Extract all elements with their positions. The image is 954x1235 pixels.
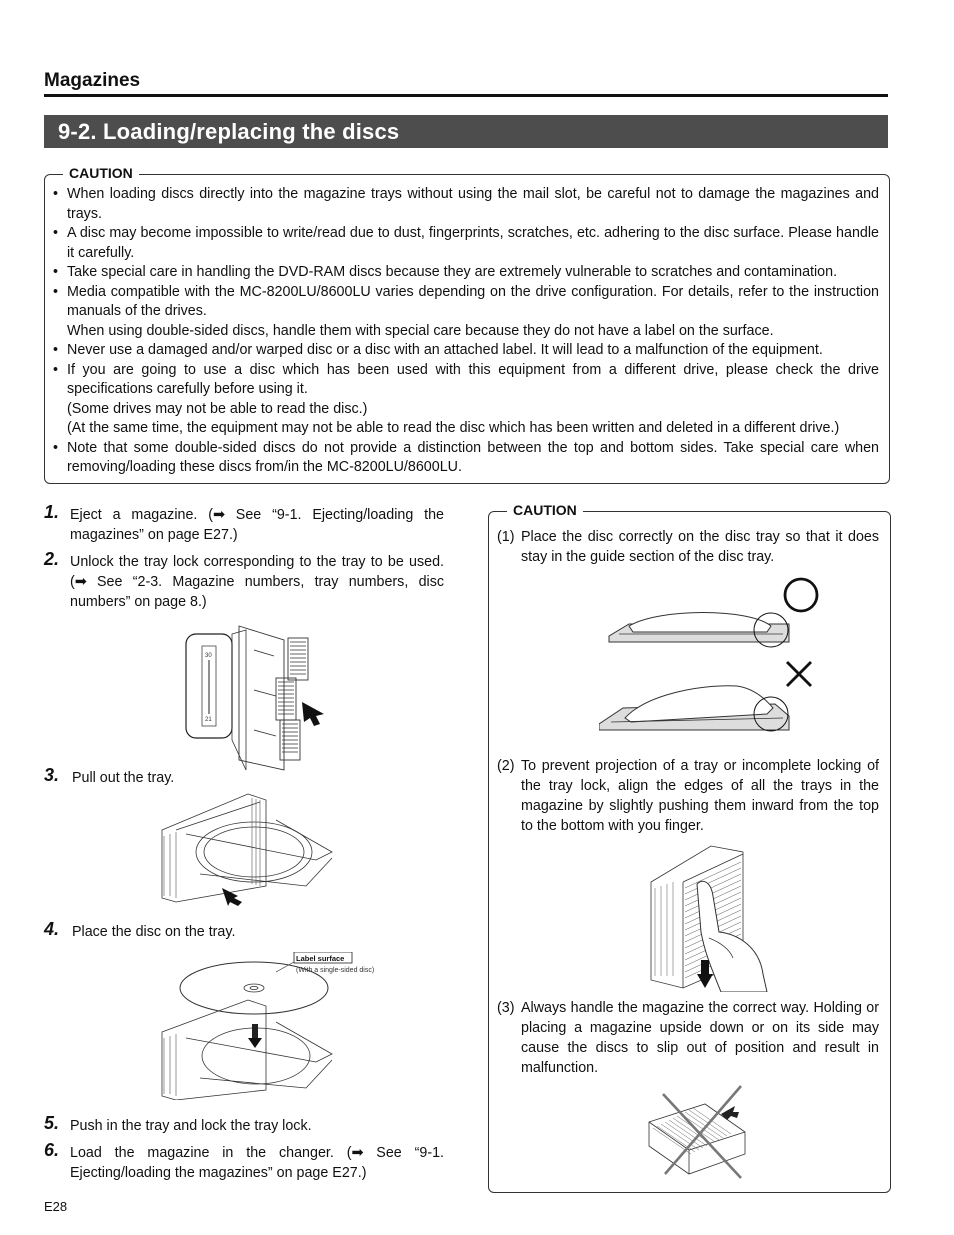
correct-mark-icon: [785, 579, 817, 611]
caution-box-right: CAUTION (1) Place the disc correctly on the disc tray so that it does stay in the guide section of the disc tray. (2) To prevent projection of a tray or incomplete locking of the tray lock, align the edges of all the trays in the magazine by slightly pushing them inward from the top to the bottom with you finger. (3) Always handle the magazine the correct way. Holding or placing a magazine upside down or on its side may cause the discs to slip out of position and result in malfunction.: [488, 511, 891, 1193]
step-text: Eject a magazine. (➡ See “9-1. Ejecting/loading the magazines” on page E27.): [70, 507, 444, 543]
step-number: 1.: [44, 502, 60, 522]
label-surface-note: (With a single-sided disc): [296, 967, 375, 974]
step-number: 2.: [44, 549, 60, 569]
caution-box-top: [44, 165, 890, 484]
step-number: 5.: [44, 1113, 60, 1133]
tray-number-top: 30: [205, 653, 212, 659]
section-rule: [44, 94, 888, 97]
align-trays-illustration: [647, 842, 777, 992]
caution-label: CAUTION: [507, 502, 583, 518]
caution-label: CAUTION: [63, 165, 139, 181]
incorrect-mark-icon: [787, 662, 811, 686]
caution-item-cont: When using double-sided discs, handle them with special care because they do not have a label on the surface.: [67, 322, 774, 339]
caution-item-cont: (Some drives may not be able to read the disc.): [67, 400, 368, 417]
section-title: Magazines: [44, 70, 141, 91]
step-text: Pull out the tray.: [72, 770, 175, 786]
caution-item: • A disc may become impossible to write/read due to dust, fingerprints, scratches, etc. adhering to the disc surface. Please handle it carefully.: [53, 225, 879, 261]
caution-item: • Media compatible with the MC-8200LU/8600LU varies depending on the drive configuration. For details, refer to the instruction manuals of the drives. When using double-sided discs, handle them with special care because they do not have a label on the surface.: [53, 283, 879, 342]
caution-item: • Take special care in handling the DVD-RAM discs because they are extremely vulnerable to scratches and contamination.: [53, 264, 838, 280]
caution-item: • Note that some double-sided discs do not provide a distinction between the top and bottom sides. Take special care when removing/loading these discs from/in the MC-8200LU/8600LU.: [53, 439, 879, 475]
step-text: Push in the tray and lock the tray lock.: [70, 1118, 312, 1134]
caution-list: [53, 185, 879, 478]
pull-out-tray-illustration: [156, 790, 336, 908]
wrong-handling-illustration: [645, 1082, 755, 1180]
step-text: Place the disc on the tray.: [72, 924, 236, 940]
step-number: 3.: [44, 765, 60, 785]
step-number: 6.: [44, 1140, 60, 1160]
disc-tray-position-illustration: [599, 574, 829, 744]
page-heading: 9-2. Loading/replacing the discs: [58, 119, 400, 144]
step-text: Load the magazine in the changer. (➡ See “9-1. Ejecting/loading the magazines” on page E27.): [70, 1145, 444, 1181]
step-number: 4.: [44, 919, 60, 939]
tray-lock-illustration: [184, 620, 334, 780]
caution-item: • When loading discs directly into the magazine trays without using the mail slot, be careful not to damage the magazines and trays.: [53, 186, 879, 222]
caution-item: • If you are going to use a disc which has been used with this equipment from a different drive, please check the drive specifications carefully before using it. (Some drives may not be able to read the disc.) (At the same time, the equipment may not be able to read the disc which has been written and deleted in a different drive.): [53, 361, 879, 439]
tray-number-bottom: 21: [205, 717, 212, 723]
place-disc-illustration: [156, 952, 396, 1100]
heading-bar: [44, 115, 888, 148]
step-text: Unlock the tray lock corresponding to the tray to be used. (➡ See “2-3. Magazine numbers, tray numbers, disc numbers” on page 8.): [70, 554, 444, 610]
caution-item: • Never use a damaged and/or warped disc or a disc with an attached label. It will lead to a malfunction of the equipment.: [53, 342, 823, 358]
page-number: E28: [44, 1199, 68, 1214]
label-surface-caption: Label surface: [296, 954, 345, 963]
caution-item-cont: (At the same time, the equipment may not be able to read the disc which has been written and deleted in a different drive.): [67, 420, 840, 436]
